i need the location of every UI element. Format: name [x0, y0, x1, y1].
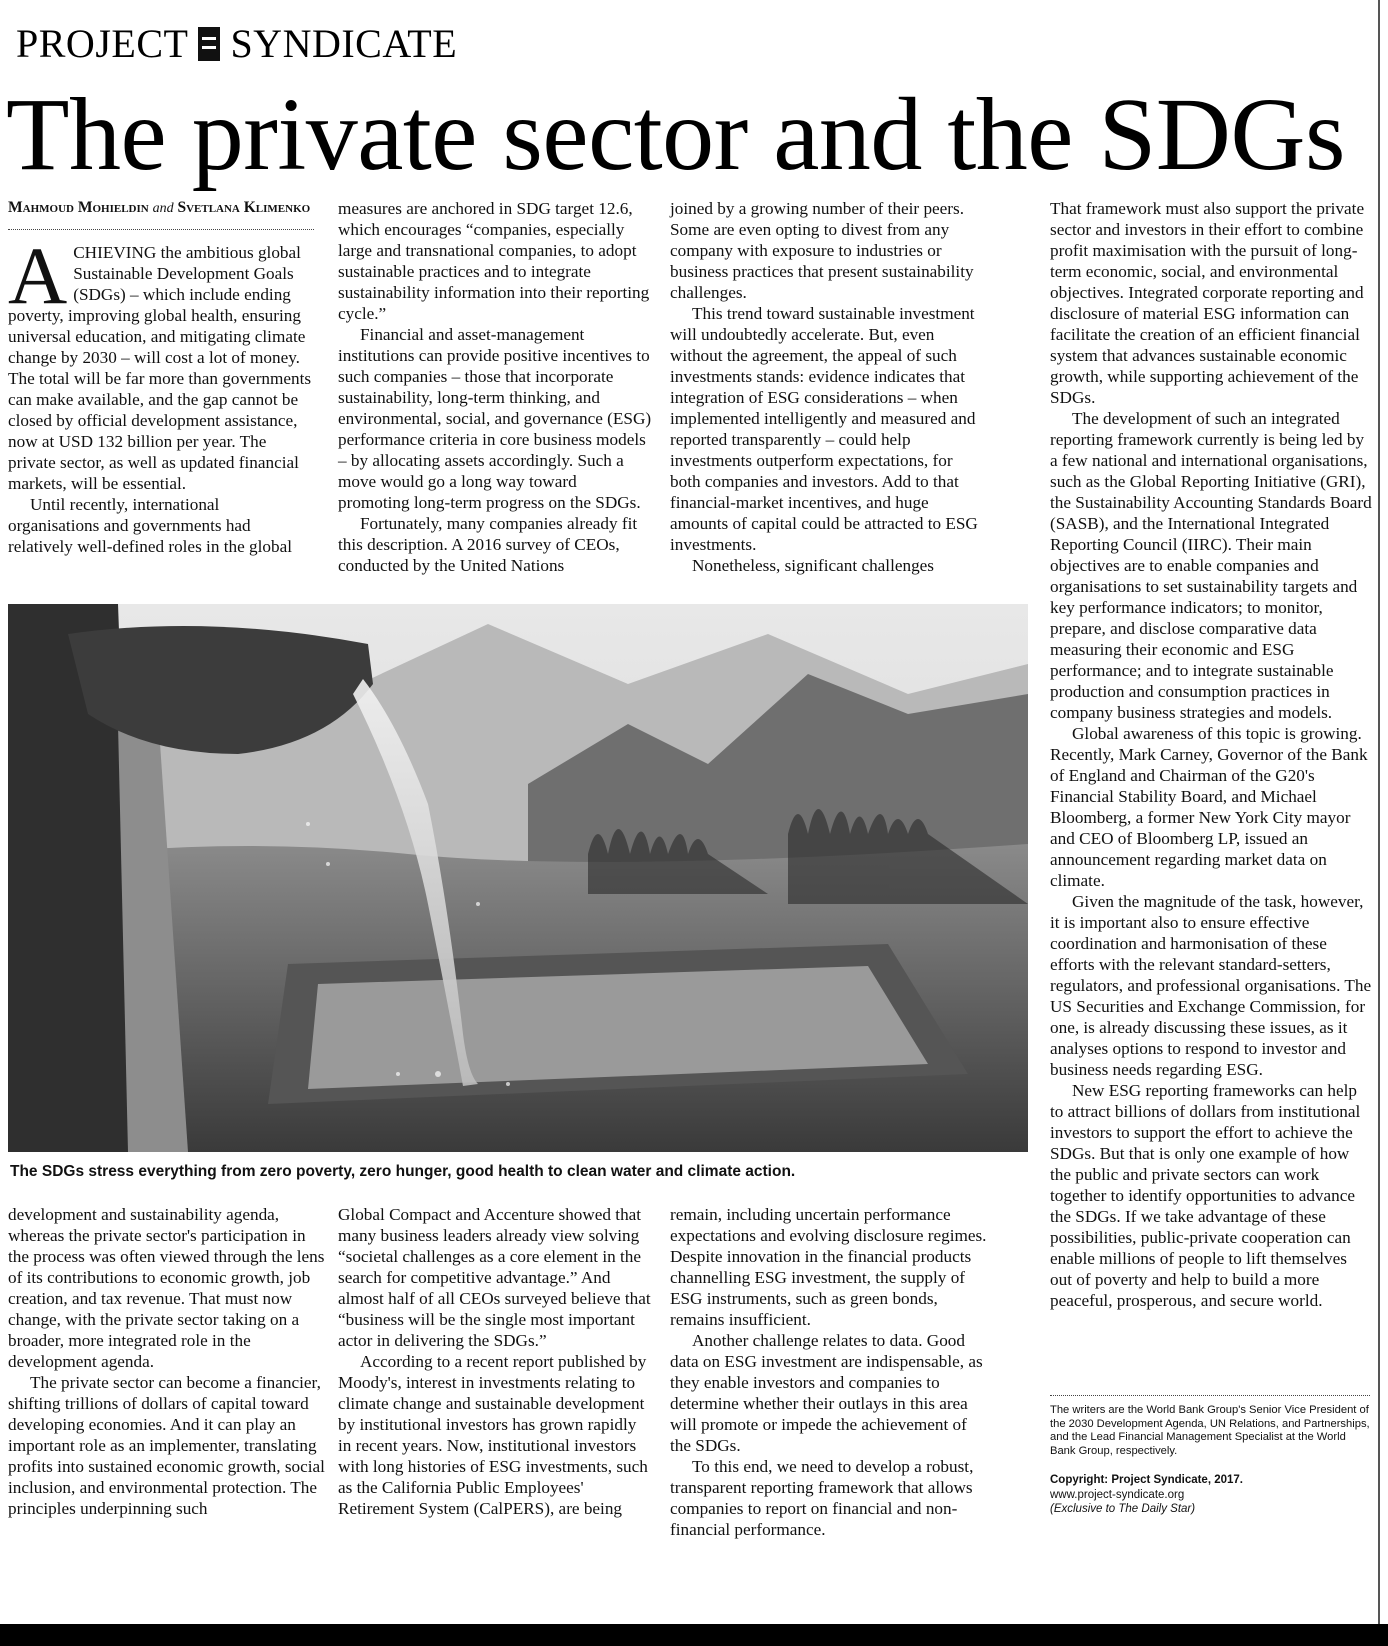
column-1-bottom: [8, 1204, 326, 1519]
masthead-left: PROJECT: [16, 21, 189, 66]
exclusive-note: (Exclusive to The Daily Star): [1050, 1502, 1196, 1515]
article-photo: [8, 604, 1028, 1152]
paragraph: remain, including uncertain performance expectations and evolving disclosure regimes. Despite innovation in the financial products channelling ESG investment, the supply of ESG instruments, such as green bonds, remains insufficient.: [670, 1205, 987, 1329]
lead-paragraph: ACHIEVING the ambitious global Sustainable Development Goals (SDGs) – which include ending poverty, improving global health, ensuring universal education, and mitigating climate change by 2030 – will cost a lot of money. The total will be far more than governments can make available, and the gap cannot be closed by official development assistance, now at USD 132 billion per year. The private sector, as well as updated financial markets, will be essential.: [8, 230, 312, 493]
page-edge-rule: [1378, 0, 1380, 1646]
page-bottom-bar: [0, 1624, 1388, 1646]
paragraph: That framework must also support the private sector and investors in their effort to combine profit maximisation with the pursuit of long-term economic, social, and environmental objectives. Integrated corporate reporting and disclosure of material ESG information can facilitate the creation of an efficient financial system that advances sustainable economic growth, while supporting achievement of the SDGs.: [1050, 199, 1365, 407]
paragraph: Until recently, international organisations and governments had relatively well-defined roles in the global: [8, 495, 292, 556]
column-1-top: [8, 198, 314, 557]
column-3-top: [670, 198, 984, 576]
column-4: [1050, 198, 1372, 1311]
byline-and: and: [152, 201, 174, 216]
paragraph: Given the magnitude of the task, however, it is important also to ensure effective coordination and harmonisation of these efforts with the relevant standard-setters, regulators, and professional organisations. The US Securities and Exchange Commission, for one, is already discussing these issues, as it analyses options to respond to investor and business needs regarding ESG.: [1050, 892, 1372, 1079]
column-3-bottom: [670, 1204, 992, 1540]
author-1: Mahmoud Mohieldin: [8, 199, 149, 216]
paragraph: According to a recent report published by Moody's, interest in investments relating to climate change and sustainable development by institutional investors has grown rapidly in recent years. Now, institutional investors with long histories of ESG investments, such as the California Public Employees' Retirement System (CalPERS), are being: [338, 1352, 648, 1518]
author-2: Svetlana Klimenko: [177, 199, 311, 216]
paragraph: To this end, we need to develop a robust, transparent reporting framework that allows companies to report on financial and non-financial performance.: [670, 1457, 974, 1539]
paragraph: The development of such an integrated reporting framework currently is being led by a few national and international organisations, such as the Global Reporting Initiative (GRI), the Sustainability Accounting Standards Board (SASB), and the International Integrated Reporting Council (IIRC). Their main objectives are to enable companies and organisations to set sustainability targets and key performance indicators; to monitor, prepare, and disclose comparative data measuring their economic and ESG performance; and to integrate sustainable production and consumption practices in company business strategies and models.: [1050, 409, 1372, 722]
author-note: [1050, 1395, 1370, 1516]
paragraph: This trend toward sustainable investment will undoubtedly accelerate. But, even without the agreement, the appeal of such investments stands: evidence indicates that integration of ESG considerations – when implemented intelligently and measured and reported transparently – could help investments outperform expectations, for both companies and investors. Add to that financial-market incentives, and huge amounts of capital could be attracted to ESG investments.: [670, 304, 978, 554]
masthead: [16, 20, 457, 67]
masthead-right: SYNDICATE: [230, 21, 458, 66]
paragraph: Global Compact and Accenture showed that many business leaders already view solving “societal challenges as a core element in the search for competitive advantage.” And almost half of all CEOs surveyed believe that “business will be the single most important actor in delivering the SDGs.”: [338, 1205, 651, 1350]
column-2-top: [338, 198, 652, 576]
paragraph: Another challenge relates to data. Good data on ESG investment are indispensable, as they enable investors and companies to determine whether their outlays in this area will promote or impede the achievement of the SDGs.: [670, 1331, 983, 1455]
paragraph: Global awareness of this topic is growing. Recently, Mark Carney, Governor of the Bank of England and Chairman of the G20's Financial Stability Board, and Michael Bloomberg, a former New York City mayor and CEO of Bloomberg LP, issued an announcement regarding market data on climate.: [1050, 724, 1368, 890]
paragraph: measures are anchored in SDG target 12.6, which encourages “companies, especially large and transnational companies, to adopt sustainable practices and to integrate sustainability information into their reporting cycle.”: [338, 199, 650, 323]
dropcap: A: [8, 230, 68, 321]
paragraph: Nonetheless, significant challenges: [692, 556, 934, 575]
copyright: Copyright: Project Syndicate, 2017.: [1050, 1474, 1244, 1486]
paragraph: The private sector can become a financier, shifting trillions of dollars of capital toward developing economies. And it can play an important role as an implementer, translating profits into sustained economic growth, social inclusion, and environmental protection. The principles underpinning such: [8, 1373, 325, 1518]
source-url: www.project-syndicate.org: [1050, 1488, 1185, 1501]
author-bio: The writers are the World Bank Group's Senior Vice President of the 2030 Development Agenda, UN Relations, and Partnerships, and the Lead Financial Management Specialist at the World Bank Group, respectively.: [1050, 1404, 1370, 1457]
paragraph: Financial and asset-management institutions can provide positive incentives to such companies – those that incorporate sustainability, long-term thinking, and environmental, social, and governance (ESG) performance criteria in core business models – by allocating assets accordingly. Such a move would go a long way toward promoting long-term progress on the SDGs.: [338, 325, 652, 512]
headline: The private sector and the SDGs: [6, 77, 1345, 192]
column-2-bottom: [338, 1204, 652, 1519]
paragraph: development and sustainability agenda, whereas the private sector's participation in the process was often viewed through the lens of its contributions to economic growth, job creation, and tax revenue. That must now change, with the private sector taking on a broader, more integrated role in the development agenda.: [8, 1205, 325, 1371]
water-fountain-photo: [8, 604, 1028, 1152]
masthead-logo-icon: [198, 27, 220, 61]
byline: [8, 198, 314, 230]
paragraph: New ESG reporting frameworks can help to attract billions of dollars from institutional investors to support the effort to achieve the SDGs. But that is only one example of how the public and private sectors can work together to identify opportunities to advance the SDGs. If we take advantage of these possibilities, public-private cooperation can enable millions of people to lift themselves out of poverty and help to build a more peaceful, prosperous, and secure world.: [1050, 1081, 1361, 1310]
photo-caption: The SDGs stress everything from zero poverty, zero hunger, good health to clean water and climate action.: [10, 1163, 796, 1180]
paragraph: Fortunately, many companies already fit this description. A 2016 survey of CEOs, conducted by the United Nations: [338, 514, 638, 575]
paragraph: joined by a growing number of their peers. Some are even opting to divest from any company with exposure to industries or business practices that present sustainability challenges.: [670, 199, 974, 302]
